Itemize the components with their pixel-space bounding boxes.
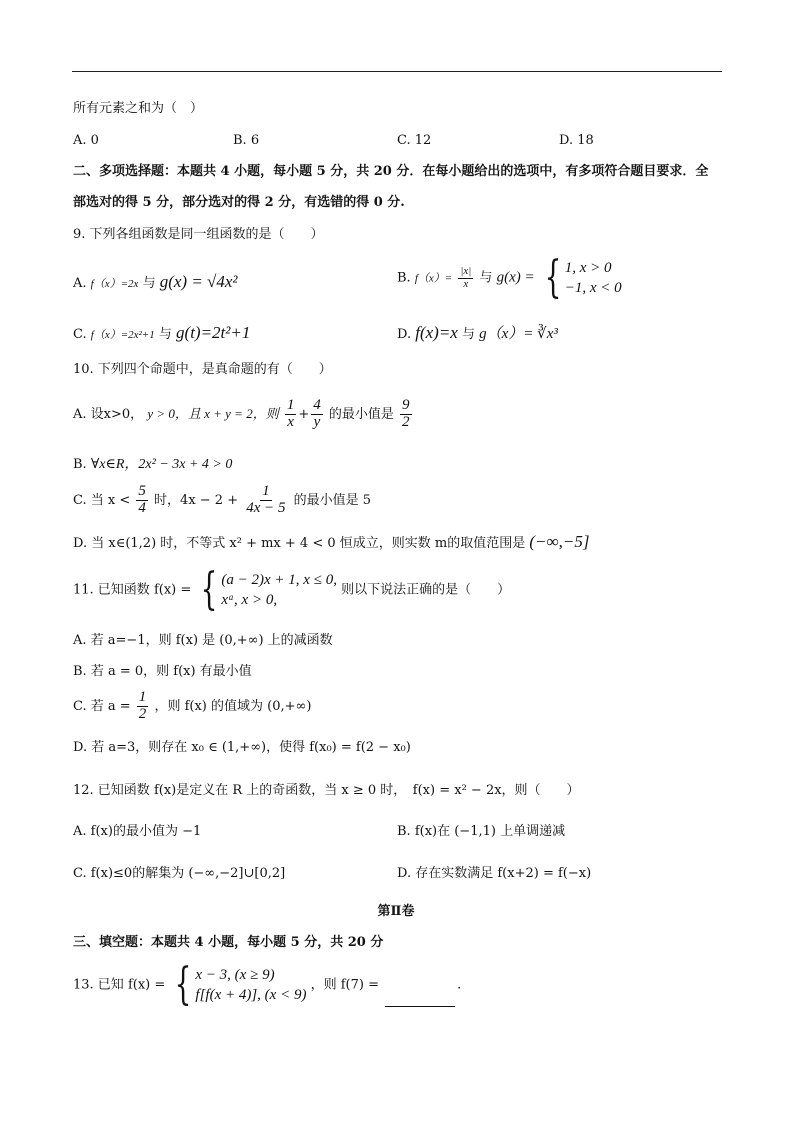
q9-d-pre: f(x)=x	[415, 323, 458, 342]
q10-a-f2-num: 4	[313, 397, 321, 413]
header-rule	[72, 71, 722, 72]
q10-c-text2: 时，4x − 2 +	[154, 492, 239, 508]
q11-c-post: ，则 f(x) 的值域为 (0,+∞)	[154, 698, 312, 714]
q10-a-f1-den: x	[287, 413, 294, 430]
q8-option-b: B. 6	[233, 133, 260, 148]
q10-b-text: ∀x∈R，2x² − 3x + 4 > 0	[90, 457, 233, 472]
q10-a-frac3	[400, 398, 412, 431]
q10-a-text2: y > 0，且 x + y = 2，则	[147, 405, 279, 421]
q9-b-cases	[565, 258, 622, 298]
q9-d-mid: 与	[461, 327, 475, 342]
q9-stem: 9. 下列各组函数是同一组函数的是（ ）	[73, 227, 324, 242]
q10-a-frac2	[311, 398, 323, 431]
q10-c-text1: 当 x <	[90, 492, 131, 508]
q12-option-d: D. 存在实数满足 f(x+2) = f(−x)	[397, 866, 592, 881]
q10-c-frac1	[136, 484, 148, 517]
q10-option-a	[73, 398, 414, 431]
question-tail-text: 所有元素之和为（ ）	[73, 101, 204, 116]
q10-a-f1-num: 1	[286, 397, 295, 413]
q10-c-label: C.	[73, 492, 87, 508]
q13-answer-blank[interactable]	[385, 992, 455, 1007]
section2-header-line1: 二、多项选择题：本题共 4 小题，每小题 5 分，共 20 分．在每小题给出的选项中，有多项符合题目要求．全	[73, 164, 709, 179]
q10-d-text2: (−∞,−5]	[529, 532, 590, 551]
q9-b-piecewise	[539, 252, 622, 303]
q9-b-g: g(x) =	[496, 269, 535, 286]
q8-option-d: D. 18	[559, 133, 594, 148]
q10-c-f2-num: 1	[262, 483, 270, 499]
q9-c-label: C.	[73, 327, 87, 342]
q10-option-d	[73, 532, 589, 554]
q11-case1: (a − 2)x + 1, x ≤ 0,	[221, 572, 337, 588]
q13-pre: 13. 已知 f(x) =	[73, 977, 166, 993]
q12-option-b: B. f(x)在 (−1,1) 上单调递减	[397, 824, 566, 839]
q9-option-b	[397, 252, 622, 303]
q12-option-c: C. f(x)≤0的解集为 (−∞,−2]∪[0,2]	[73, 866, 286, 881]
q9-b-case1: 1, x > 0	[564, 260, 612, 276]
q12-stem: 12. 已知函数 f(x)是定义在 R 上的奇函数，当 x ≥ 0 时， f(x) = x² − 2x，则（ ）	[73, 783, 580, 798]
q10-c-frac2	[244, 484, 287, 517]
q10-a-plus: +	[298, 406, 310, 422]
q13-stem	[73, 959, 462, 1010]
q11-cases	[221, 570, 337, 610]
q9-b-frac	[458, 266, 473, 290]
q13-end: .	[457, 977, 462, 993]
q9-b-case2: −1, x < 0	[564, 280, 622, 296]
q10-c-f2-den: 4x − 5	[246, 499, 286, 516]
q10-d-label: D.	[73, 536, 88, 551]
q9-a-label: A.	[73, 276, 87, 291]
q10-c-f1-num: 5	[138, 483, 146, 499]
q11-case2: xᵃ, x > 0,	[221, 592, 278, 608]
q10-a-text3: 的最小值是	[328, 406, 394, 422]
q9-c-mid: 与	[158, 327, 172, 342]
q11-option-a: A. 若 a=−1，则 f(x) 是 (0,+∞) 上的减函数	[73, 633, 333, 648]
q10-stem: 10. 下列四个命题中，是真命题的有（ ）	[73, 362, 332, 377]
q10-d-text1: 当 x∈(1,2) 时，不等式 x² + mx + 4 < 0 恒成立，则实数 m的取值范围是	[91, 536, 526, 551]
brace-icon: {	[201, 564, 218, 615]
q11-c-frac	[137, 690, 149, 723]
q11-stem-post: 则以下说法正确的是（ ）	[341, 582, 511, 598]
q10-a-label: A.	[73, 406, 87, 422]
q11-c-pre: C. 若 a =	[73, 698, 131, 714]
q9-b-mid: 与	[479, 270, 493, 286]
q13-post: ，则 f(7) =	[310, 977, 379, 993]
q11-c-num: 1	[138, 689, 147, 705]
q10-a-text1: 设x>0，	[90, 406, 144, 422]
q9-a-mid: 与	[142, 276, 156, 291]
brace-icon: {	[544, 252, 562, 303]
q9-a-post: g(x) = √4x²	[159, 272, 238, 291]
q8-option-c: C. 12	[397, 133, 432, 148]
q11-stem-pre: 11. 已知函数 f(x) =	[73, 582, 192, 598]
q9-c-pre: f（x）=2x²+1	[90, 329, 155, 341]
section3-header: 三、填空题：本题共 4 小题，每小题 5 分，共 20 分	[73, 935, 384, 950]
q10-c-text3: 的最小值是 5	[293, 492, 372, 508]
q10-b-label: B.	[73, 457, 87, 472]
q10-a-f3-num: 9	[402, 397, 410, 413]
q9-b-den: x	[463, 277, 469, 290]
q9-option-a	[73, 272, 238, 294]
q11-option-c	[73, 690, 311, 723]
q13-cases	[195, 965, 306, 1005]
q11-option-b: B. 若 a = 0，则 f(x) 有最小值	[73, 664, 252, 679]
q9-option-c	[73, 323, 250, 345]
q11-piecewise	[195, 564, 337, 615]
q9-b-pre: f（x）=	[414, 272, 453, 285]
q11-stem	[73, 564, 511, 615]
q9-d-post: g（x）= ∛x³	[479, 326, 558, 342]
q9-b-num: |x|	[460, 264, 472, 277]
q10-c-f1-den: 4	[138, 499, 146, 516]
q10-option-c	[73, 484, 371, 517]
q10-option-b	[73, 455, 232, 475]
q9-d-label: D.	[397, 327, 412, 342]
brace-icon: {	[175, 959, 192, 1010]
q13-case2: f[f(x + 4)], (x < 9)	[195, 987, 307, 1003]
q9-a-pre: f（x）=2x	[90, 278, 139, 290]
q10-a-f3-den: 2	[402, 413, 410, 430]
q10-a-f2-den: y	[313, 413, 321, 430]
q13-case1: x − 3, (x ≥ 9)	[195, 967, 275, 983]
q11-c-den: 2	[138, 705, 147, 722]
q9-option-d	[397, 323, 558, 345]
q10-a-frac1	[285, 398, 297, 431]
q8-option-a: A. 0	[73, 133, 99, 148]
q9-b-label: B.	[397, 270, 411, 286]
q12-option-a: A. f(x)的最小值为 −1	[73, 824, 202, 839]
section2-header-line2: 部选对的得 5 分，部分选对的得 2 分，有选错的得 0 分.	[73, 195, 405, 210]
q11-option-d: D. 若 a=3，则存在 x₀ ∈ (1,+∞)，使得 f(x₀) = f(2 − x₀)	[73, 740, 411, 755]
q9-c-post: g(t)=2t²+1	[176, 323, 251, 342]
q13-piecewise	[169, 959, 307, 1010]
part2-title: 第Ⅱ卷	[377, 904, 415, 919]
